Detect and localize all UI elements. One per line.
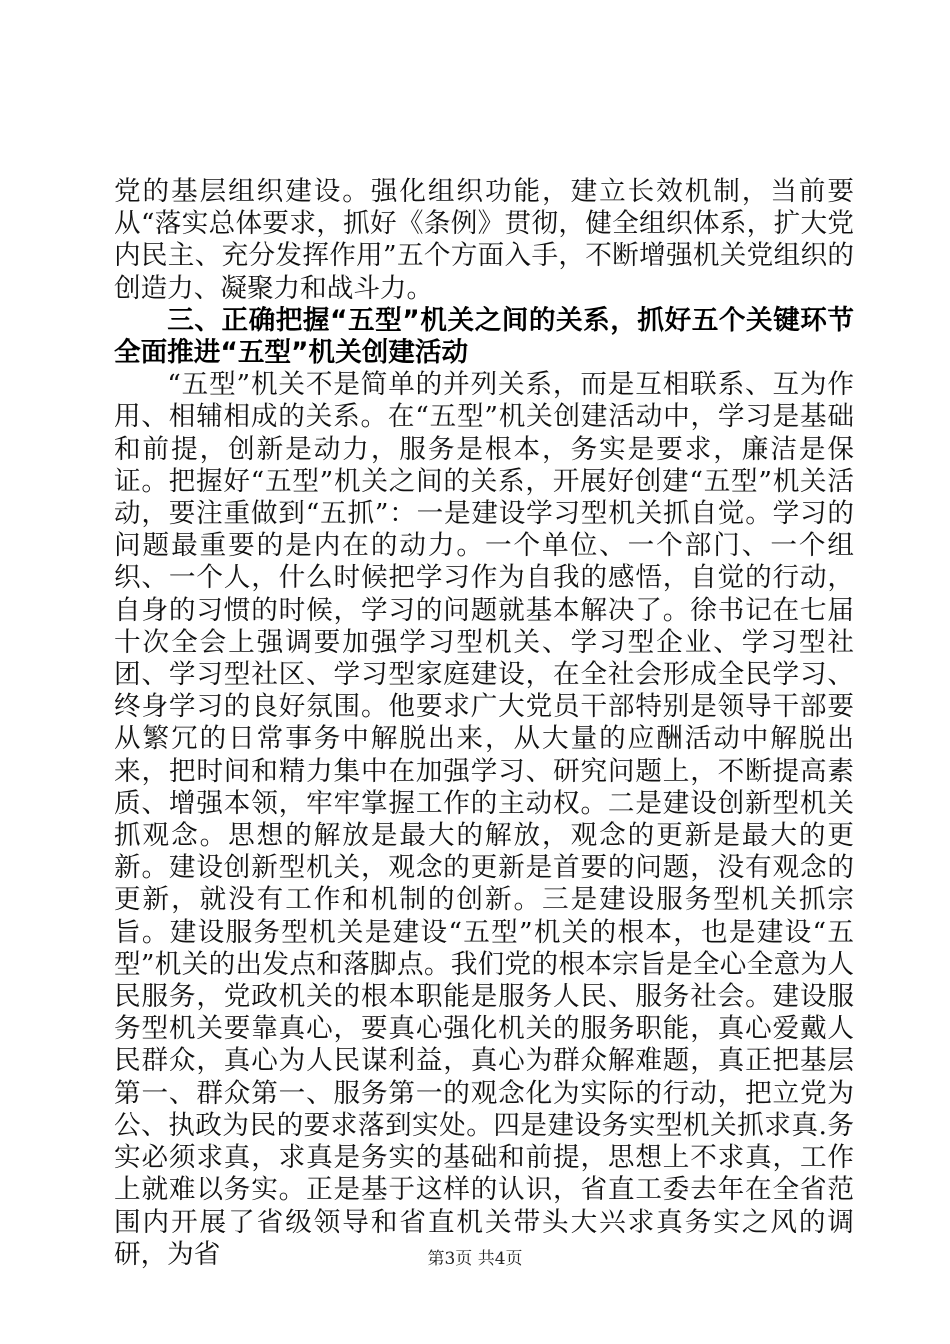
body-paragraph: “五型”机关不是简单的并列关系，而是互相联系、互为作用、相辅相成的关系。在“五型”机关创建活动中，学习是基础和前提，创新是动力，服务是根本，务实是要求，廉洁是保证。把握好“五型”机关之间的关系，开展好创建“五型”机关活动，要注重做到“五抓”：一是建设学习型机关抓自觉。学习的问题最重要的是内在的动力。一个单位、一个部门、一个组织、一个人，什么时候把学习作为自我的感悟，自觉的行动，自身的习惯的时候，学习的问题就基本解决了。徐书记在七届十次全会上强调要加强学习型机关、学习型企业、学习型社团、学习型社区、学习型家庭建设，在全社会形成全民学习、终身学习的良好氛围。他要求广大党员干部特别是领导干部要从繁冗的日常事务中解脱出来，从大量的应酬活动中解脱出来，把时间和精力集中在加强学习、研究问题上，不断提高素质、增强本领，牢牢掌握工作的主动权。二是建设创新型机关抓观念。思想的解放是最大的解放，观念的更新是最大的更新。建设创新型机关，观念的更新是首要的问题，没有观念的更新，就没有工作和机制的创新。三是建设服务型机关抓宗旨。建设服务型机关是建设“五型”机关的根本，也是建设“五型”机关的出发点和落脚点。我们党的根本宗旨是全心全意为人民服务，党政机关的根本职能是服务人民、服务社会。建设服务型机关要靠真心，要真心强化机关的服务职能，真心爱戴人民群众，真心为人民谋利益，真心为群众解难题，真正把基层第一、群众第一、服务第一的观念化为实际的行动，把立党为公、执政为民的要求落到实处。四是建设务实型机关抓求真.务实必须求真，求真是务实的基础和前提，思想上不求真，工作上就难以务实。正是基于这样的认识，省直工委去年在全省范围内开展了省级领导和省直机关带头大兴求真务实之风的调研，为省 [114,369,854,1270]
section-heading: 三、正确把握“五型”机关之间的关系，抓好五个关键环节全面推进“五型”机关创建活动 [114,304,854,369]
body-paragraph: 党的基层组织建设。强化组织功能，建立长效机制，当前要从“落实总体要求，抓好《条例》贯彻，健全组织体系，扩大党内民主、充分发挥作用”五个方面入手，不断增强机关党组织的创造力、凝聚力和战斗力。 [114,176,854,304]
page-number-footer: 第3页 共4页 [427,1249,523,1269]
document-body [114,176,854,1271]
